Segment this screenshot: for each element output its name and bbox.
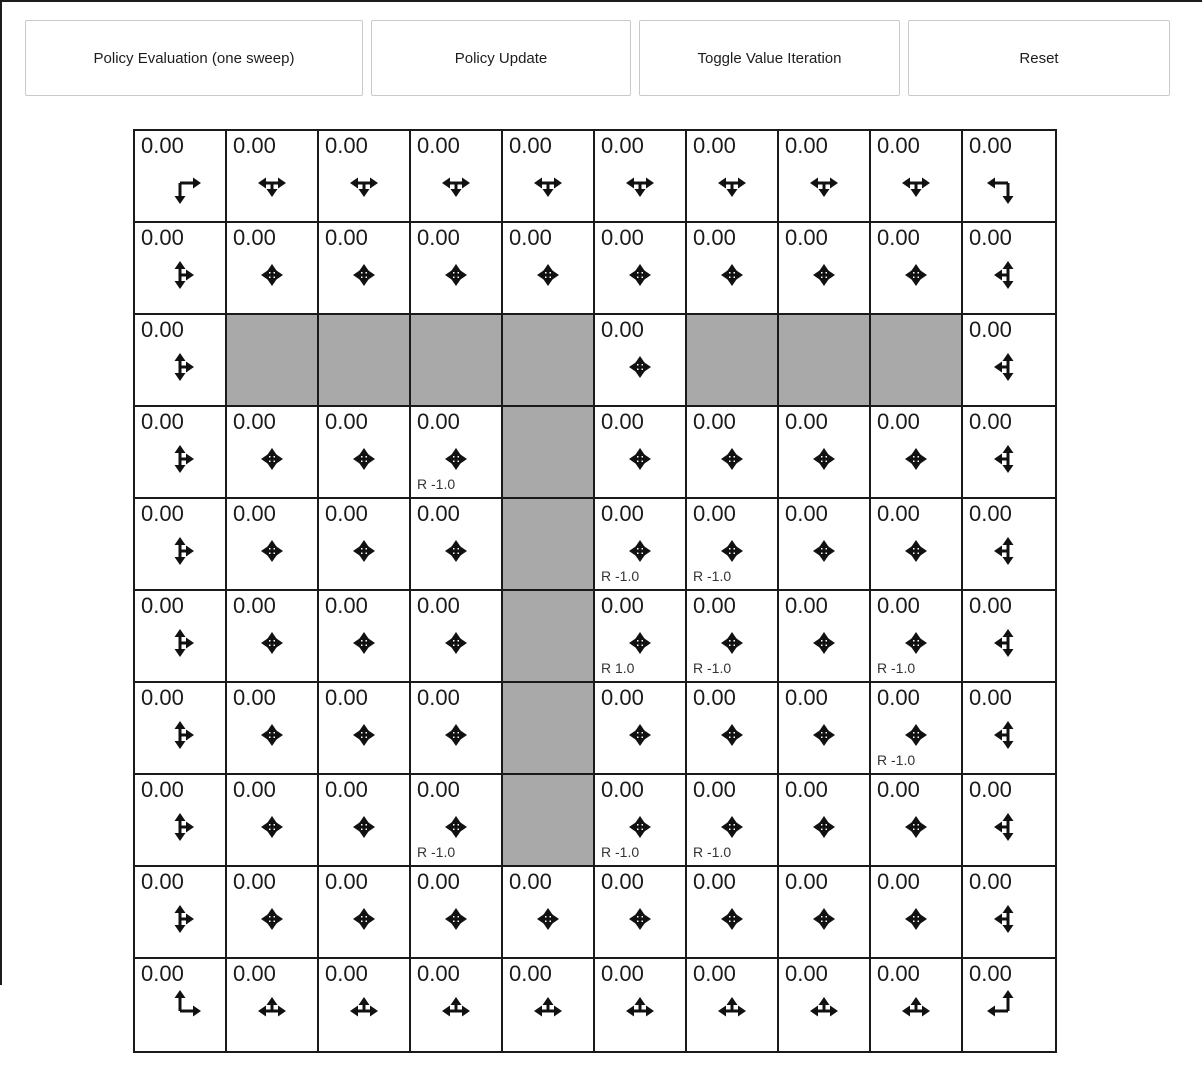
policy-arrows-icon <box>963 499 1053 589</box>
grid-cell-r5c6[interactable] <box>687 591 779 683</box>
cell-value: 0.00 <box>785 777 828 802</box>
cell-value: 0.00 <box>141 317 184 342</box>
policy-arrows-icon <box>595 131 685 221</box>
cell-value: 0.00 <box>325 501 368 526</box>
cell-reward: R -1.0 <box>693 660 732 676</box>
cell-value: 0.00 <box>877 685 920 710</box>
cell-value: 0.00 <box>325 409 368 434</box>
cell-value: 0.00 <box>325 777 368 802</box>
grid-cell-r6c8[interactable] <box>871 683 963 775</box>
cell-value: 0.00 <box>141 777 184 802</box>
policy-arrows-icon <box>687 867 777 957</box>
grid-cell-r6c0[interactable] <box>135 683 227 775</box>
grid-cell-r1c6[interactable] <box>687 223 779 315</box>
cell-value: 0.00 <box>877 409 920 434</box>
policy-arrows-icon <box>779 775 869 865</box>
cell-value: 0.00 <box>601 961 644 986</box>
policy-arrows-icon <box>227 131 317 221</box>
cell-value: 0.00 <box>969 409 1012 434</box>
grid-cell-r7c8[interactable] <box>871 775 963 867</box>
grid-cell-r3c9[interactable] <box>963 407 1055 499</box>
grid-cell-r1c1[interactable] <box>227 223 319 315</box>
grid-cell-r0c2[interactable] <box>319 131 411 223</box>
policy-arrows-icon <box>779 683 869 773</box>
grid-cell-r7c5[interactable] <box>595 775 687 867</box>
cell-value: 0.00 <box>601 225 644 250</box>
policy-arrows-icon <box>779 131 869 221</box>
grid-cell-r2c3-wall <box>411 315 503 407</box>
policy-arrows-icon <box>319 775 409 865</box>
policy-arrows-icon <box>871 223 961 313</box>
grid-cell-r8c4[interactable] <box>503 867 595 959</box>
grid-cell-r8c9[interactable] <box>963 867 1055 959</box>
cell-value: 0.00 <box>417 593 460 618</box>
grid-cell-r1c8[interactable] <box>871 223 963 315</box>
cell-value: 0.00 <box>601 133 644 158</box>
cell-value: 0.00 <box>969 869 1012 894</box>
policy-update-button[interactable]: Policy Update <box>371 20 631 96</box>
grid-cell-r7c6[interactable] <box>687 775 779 867</box>
policy-arrows-icon <box>135 499 225 589</box>
grid-cell-r2c5[interactable] <box>595 315 687 407</box>
policy-arrows-icon <box>687 959 777 1049</box>
grid-cell-r2c1-wall <box>227 315 319 407</box>
grid-cell-r3c4-wall <box>503 407 595 499</box>
cell-reward: R -1.0 <box>601 568 640 584</box>
grid-cell-r0c8[interactable] <box>871 131 963 223</box>
policy-arrows-icon <box>595 867 685 957</box>
cell-value: 0.00 <box>877 961 920 986</box>
cell-value: 0.00 <box>693 225 736 250</box>
grid-cell-r0c1[interactable] <box>227 131 319 223</box>
policy-arrows-icon <box>503 131 593 221</box>
policy-arrows-icon <box>227 499 317 589</box>
grid-cell-r0c9[interactable] <box>963 131 1055 223</box>
cell-value: 0.00 <box>693 869 736 894</box>
cell-value: 0.00 <box>693 685 736 710</box>
cell-reward: R 1.0 <box>601 660 635 676</box>
policy-arrows-icon <box>503 867 593 957</box>
cell-value: 0.00 <box>233 133 276 158</box>
cell-value: 0.00 <box>417 869 460 894</box>
grid-cell-r5c7[interactable] <box>779 591 871 683</box>
cell-value: 0.00 <box>785 409 828 434</box>
grid-cell-r8c5[interactable] <box>595 867 687 959</box>
cell-value: 0.00 <box>785 225 828 250</box>
grid-cell-r4c9[interactable] <box>963 499 1055 591</box>
grid-cell-r2c8-wall <box>871 315 963 407</box>
screen-edge-left <box>0 0 2 985</box>
screen-edge-top <box>0 0 1202 2</box>
policy-arrows-icon <box>779 499 869 589</box>
grid-cell-r9c1[interactable] <box>227 959 319 1051</box>
grid-cell-r5c5[interactable] <box>595 591 687 683</box>
policy-arrows-icon <box>687 223 777 313</box>
cell-value: 0.00 <box>141 133 184 158</box>
grid-cell-r4c4-wall <box>503 499 595 591</box>
grid-cell-r0c0[interactable] <box>135 131 227 223</box>
policy-arrows-icon <box>227 867 317 957</box>
cell-value: 0.00 <box>233 501 276 526</box>
grid-cell-r8c6[interactable] <box>687 867 779 959</box>
cell-value: 0.00 <box>141 225 184 250</box>
policy-arrows-icon <box>135 867 225 957</box>
policy-arrows-icon <box>963 867 1053 957</box>
cell-value: 0.00 <box>509 961 552 986</box>
policy-arrows-icon <box>411 223 501 313</box>
cell-value: 0.00 <box>233 961 276 986</box>
grid-cell-r8c2[interactable] <box>319 867 411 959</box>
grid-cell-r2c9[interactable] <box>963 315 1055 407</box>
grid-cell-r8c3[interactable] <box>411 867 503 959</box>
grid-cell-r2c4-wall <box>503 315 595 407</box>
cell-value: 0.00 <box>601 501 644 526</box>
grid-cell-r4c2[interactable] <box>319 499 411 591</box>
grid-cell-r2c6-wall <box>687 315 779 407</box>
policy-arrows-icon <box>595 959 685 1049</box>
cell-value: 0.00 <box>325 593 368 618</box>
cell-value: 0.00 <box>417 777 460 802</box>
policy-arrows-icon <box>595 315 685 405</box>
policy-arrows-icon <box>595 223 685 313</box>
cell-value: 0.00 <box>325 685 368 710</box>
cell-value: 0.00 <box>693 501 736 526</box>
grid-cell-r3c3[interactable] <box>411 407 503 499</box>
policy-arrows-icon <box>411 131 501 221</box>
grid-cell-r5c0[interactable] <box>135 591 227 683</box>
cell-value: 0.00 <box>509 225 552 250</box>
grid-cell-r7c7[interactable] <box>779 775 871 867</box>
policy-arrows-icon <box>871 959 961 1049</box>
grid-cell-r6c6[interactable] <box>687 683 779 775</box>
cell-value: 0.00 <box>141 501 184 526</box>
cell-value: 0.00 <box>877 777 920 802</box>
cell-value: 0.00 <box>509 133 552 158</box>
grid-cell-r6c7[interactable] <box>779 683 871 775</box>
cell-value: 0.00 <box>325 961 368 986</box>
cell-reward: R -1.0 <box>877 660 916 676</box>
grid-cell-r3c6[interactable] <box>687 407 779 499</box>
cell-value: 0.00 <box>969 777 1012 802</box>
policy-evaluation-button[interactable]: Policy Evaluation (one sweep) <box>25 20 363 96</box>
cell-value: 0.00 <box>417 225 460 250</box>
policy-arrows-icon <box>135 591 225 681</box>
cell-value: 0.00 <box>969 593 1012 618</box>
cell-value: 0.00 <box>785 685 828 710</box>
grid-cell-r4c5[interactable] <box>595 499 687 591</box>
grid-cell-r4c6[interactable] <box>687 499 779 591</box>
toolbar <box>25 20 1170 96</box>
grid-cell-r5c9[interactable] <box>963 591 1055 683</box>
cell-value: 0.00 <box>601 685 644 710</box>
policy-arrows-icon <box>595 683 685 773</box>
grid-cell-r2c0[interactable] <box>135 315 227 407</box>
grid-cell-r0c3[interactable] <box>411 131 503 223</box>
grid-cell-r4c3[interactable] <box>411 499 503 591</box>
grid-cell-r5c3[interactable] <box>411 591 503 683</box>
policy-arrows-icon <box>319 867 409 957</box>
grid-cell-r9c4[interactable] <box>503 959 595 1051</box>
cell-value: 0.00 <box>877 501 920 526</box>
grid-cell-r1c3[interactable] <box>411 223 503 315</box>
policy-arrows-icon <box>871 131 961 221</box>
reset-button[interactable]: Reset <box>908 20 1170 96</box>
cell-value: 0.00 <box>693 593 736 618</box>
grid-cell-r4c1[interactable] <box>227 499 319 591</box>
policy-arrows-icon <box>963 315 1053 405</box>
gridworld <box>133 129 1057 1053</box>
policy-arrows-icon <box>319 407 409 497</box>
grid-cell-r8c7[interactable] <box>779 867 871 959</box>
grid-cell-r6c4-wall <box>503 683 595 775</box>
grid-cell-r3c7[interactable] <box>779 407 871 499</box>
policy-arrows-icon <box>319 959 409 1049</box>
grid-cell-r9c0[interactable] <box>135 959 227 1051</box>
policy-arrows-icon <box>963 775 1053 865</box>
cell-reward: R -1.0 <box>877 752 916 768</box>
policy-arrows-icon <box>227 775 317 865</box>
policy-arrows-icon <box>227 407 317 497</box>
policy-arrows-icon <box>135 775 225 865</box>
cell-value: 0.00 <box>785 133 828 158</box>
policy-arrows-icon <box>871 499 961 589</box>
grid-cell-r9c7[interactable] <box>779 959 871 1051</box>
policy-arrows-icon <box>411 867 501 957</box>
grid-cell-r0c5[interactable] <box>595 131 687 223</box>
grid-cell-r3c8[interactable] <box>871 407 963 499</box>
cell-value: 0.00 <box>141 869 184 894</box>
cell-value: 0.00 <box>969 685 1012 710</box>
policy-arrows-icon <box>963 959 1053 1049</box>
grid-cell-r9c3[interactable] <box>411 959 503 1051</box>
policy-arrows-icon <box>319 223 409 313</box>
policy-arrows-icon <box>687 683 777 773</box>
cell-value: 0.00 <box>417 685 460 710</box>
grid-cell-r9c2[interactable] <box>319 959 411 1051</box>
cell-value: 0.00 <box>417 409 460 434</box>
cell-value: 0.00 <box>785 501 828 526</box>
policy-arrows-icon <box>503 959 593 1049</box>
grid-cell-r1c9[interactable] <box>963 223 1055 315</box>
cell-reward: R -1.0 <box>417 844 456 860</box>
policy-arrows-icon <box>135 407 225 497</box>
cell-value: 0.00 <box>601 593 644 618</box>
policy-arrows-icon <box>779 591 869 681</box>
cell-value: 0.00 <box>233 685 276 710</box>
cell-value: 0.00 <box>877 133 920 158</box>
grid-cell-r1c0[interactable] <box>135 223 227 315</box>
cell-value: 0.00 <box>969 501 1012 526</box>
grid-cell-r4c8[interactable] <box>871 499 963 591</box>
policy-arrows-icon <box>135 959 225 1049</box>
grid-cell-r9c8[interactable] <box>871 959 963 1051</box>
cell-value: 0.00 <box>325 869 368 894</box>
grid-cell-r9c6[interactable] <box>687 959 779 1051</box>
grid-cell-r0c4[interactable] <box>503 131 595 223</box>
grid-cell-r4c7[interactable] <box>779 499 871 591</box>
cell-reward: R -1.0 <box>417 476 456 492</box>
policy-arrows-icon <box>871 407 961 497</box>
cell-value: 0.00 <box>785 869 828 894</box>
cell-value: 0.00 <box>233 869 276 894</box>
cell-reward: R -1.0 <box>693 568 732 584</box>
cell-value: 0.00 <box>877 869 920 894</box>
policy-arrows-icon <box>963 407 1053 497</box>
grid-cell-r3c0[interactable] <box>135 407 227 499</box>
policy-arrows-icon <box>779 223 869 313</box>
policy-arrows-icon <box>595 407 685 497</box>
cell-value: 0.00 <box>141 593 184 618</box>
cell-value: 0.00 <box>233 777 276 802</box>
cell-value: 0.00 <box>785 961 828 986</box>
grid-cell-r7c0[interactable] <box>135 775 227 867</box>
cell-value: 0.00 <box>601 777 644 802</box>
cell-value: 0.00 <box>141 685 184 710</box>
grid-cell-r6c9[interactable] <box>963 683 1055 775</box>
policy-arrows-icon <box>319 683 409 773</box>
cell-reward: R -1.0 <box>601 844 640 860</box>
grid-cell-r3c2[interactable] <box>319 407 411 499</box>
grid-cell-r7c4-wall <box>503 775 595 867</box>
grid-cell-r7c2[interactable] <box>319 775 411 867</box>
cell-value: 0.00 <box>693 409 736 434</box>
grid-cell-r3c1[interactable] <box>227 407 319 499</box>
policy-arrows-icon <box>411 499 501 589</box>
cell-value: 0.00 <box>693 133 736 158</box>
policy-arrows-icon <box>135 223 225 313</box>
grid-cell-r2c2-wall <box>319 315 411 407</box>
cell-value: 0.00 <box>417 961 460 986</box>
grid-cell-r9c5[interactable] <box>595 959 687 1051</box>
policy-arrows-icon <box>227 959 317 1049</box>
grid-cell-r5c8[interactable] <box>871 591 963 683</box>
grid-cell-r5c1[interactable] <box>227 591 319 683</box>
cell-value: 0.00 <box>601 317 644 342</box>
policy-arrows-icon <box>963 591 1053 681</box>
grid-cell-r4c0[interactable] <box>135 499 227 591</box>
grid-cell-r5c4-wall <box>503 591 595 683</box>
grid-cell-r7c3[interactable] <box>411 775 503 867</box>
policy-arrows-icon <box>135 315 225 405</box>
policy-arrows-icon <box>411 683 501 773</box>
grid-cell-r6c3[interactable] <box>411 683 503 775</box>
policy-arrows-icon <box>871 867 961 957</box>
policy-arrows-icon <box>227 683 317 773</box>
cell-value: 0.00 <box>509 869 552 894</box>
grid-cell-r7c9[interactable] <box>963 775 1055 867</box>
policy-arrows-icon <box>779 959 869 1049</box>
policy-arrows-icon <box>503 223 593 313</box>
cell-value: 0.00 <box>141 961 184 986</box>
toggle-value-iteration-button[interactable]: Toggle Value Iteration <box>639 20 900 96</box>
grid-cell-r8c0[interactable] <box>135 867 227 959</box>
policy-arrows-icon <box>227 223 317 313</box>
grid-cell-r9c9[interactable] <box>963 959 1055 1051</box>
cell-value: 0.00 <box>969 961 1012 986</box>
cell-value: 0.00 <box>693 961 736 986</box>
grid-cell-r1c2[interactable] <box>319 223 411 315</box>
policy-arrows-icon <box>319 131 409 221</box>
grid-cell-r8c1[interactable] <box>227 867 319 959</box>
cell-value: 0.00 <box>325 225 368 250</box>
grid-cell-r5c2[interactable] <box>319 591 411 683</box>
cell-value: 0.00 <box>233 593 276 618</box>
cell-value: 0.00 <box>969 133 1012 158</box>
policy-arrows-icon <box>963 223 1053 313</box>
policy-arrows-icon <box>963 683 1053 773</box>
grid-cell-r1c4[interactable] <box>503 223 595 315</box>
grid-cell-r0c7[interactable] <box>779 131 871 223</box>
cell-value: 0.00 <box>693 777 736 802</box>
cell-value: 0.00 <box>601 409 644 434</box>
policy-arrows-icon <box>319 591 409 681</box>
cell-value: 0.00 <box>877 593 920 618</box>
grid-cell-r1c5[interactable] <box>595 223 687 315</box>
cell-value: 0.00 <box>785 593 828 618</box>
cell-value: 0.00 <box>233 409 276 434</box>
cell-reward: R -1.0 <box>693 844 732 860</box>
policy-arrows-icon <box>319 499 409 589</box>
policy-arrows-icon <box>411 959 501 1049</box>
cell-value: 0.00 <box>969 317 1012 342</box>
grid-cell-r6c1[interactable] <box>227 683 319 775</box>
cell-value: 0.00 <box>601 869 644 894</box>
cell-value: 0.00 <box>969 225 1012 250</box>
policy-arrows-icon <box>411 591 501 681</box>
cell-value: 0.00 <box>417 133 460 158</box>
cell-value: 0.00 <box>877 225 920 250</box>
grid-cell-r6c2[interactable] <box>319 683 411 775</box>
grid-cell-r3c5[interactable] <box>595 407 687 499</box>
cell-value: 0.00 <box>417 501 460 526</box>
policy-arrows-icon <box>687 407 777 497</box>
grid-cell-r6c5[interactable] <box>595 683 687 775</box>
policy-arrows-icon <box>687 131 777 221</box>
policy-arrows-icon <box>779 867 869 957</box>
cell-value: 0.00 <box>141 409 184 434</box>
grid-cell-r7c1[interactable] <box>227 775 319 867</box>
grid-cell-r0c6[interactable] <box>687 131 779 223</box>
grid-cell-r8c8[interactable] <box>871 867 963 959</box>
policy-arrows-icon <box>963 131 1053 221</box>
policy-arrows-icon <box>135 683 225 773</box>
cell-value: 0.00 <box>233 225 276 250</box>
policy-arrows-icon <box>779 407 869 497</box>
policy-arrows-icon <box>227 591 317 681</box>
cell-value: 0.00 <box>325 133 368 158</box>
policy-arrows-icon <box>871 775 961 865</box>
grid-cell-r2c7-wall <box>779 315 871 407</box>
policy-arrows-icon <box>135 131 225 221</box>
grid-cell-r1c7[interactable] <box>779 223 871 315</box>
